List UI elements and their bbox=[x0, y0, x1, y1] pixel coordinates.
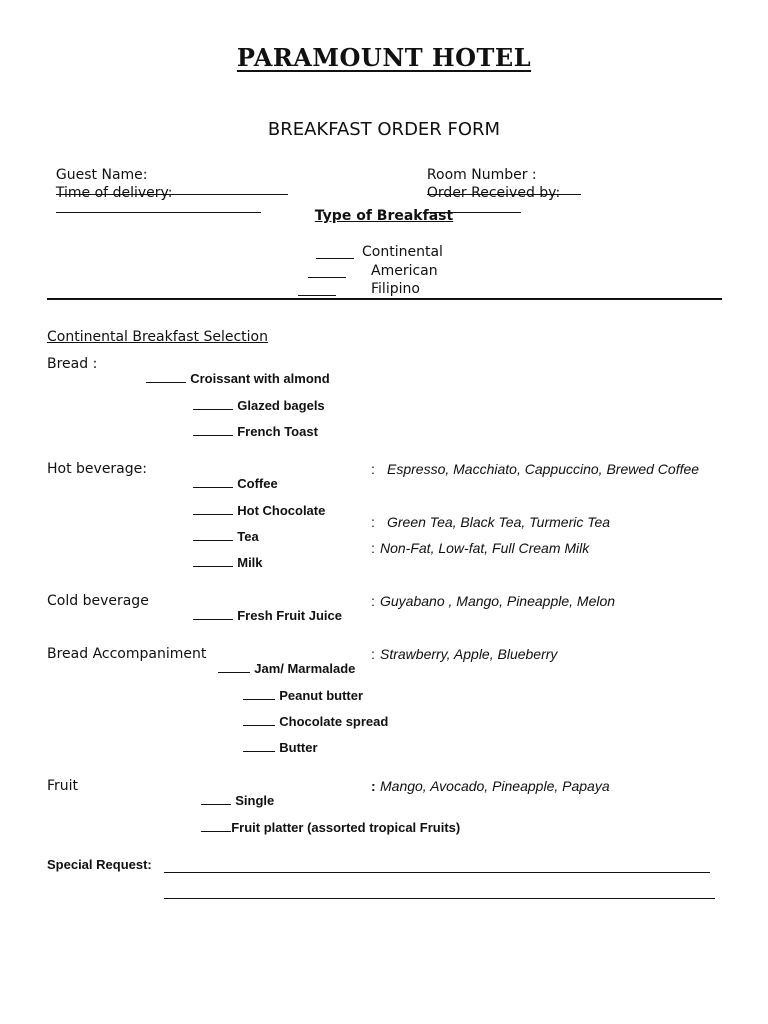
type-option-filipino: Filipino bbox=[371, 281, 420, 297]
special-request-line-2[interactable] bbox=[164, 897, 715, 899]
bread-french-toast-blank[interactable] bbox=[193, 423, 233, 436]
fruit-platter-label: Fruit platter (assorted tropical Fruits) bbox=[231, 820, 461, 835]
tea-label: Tea bbox=[237, 529, 259, 544]
fruit-item-single[interactable] bbox=[194, 779, 274, 807]
jam-options: Strawberry, Apple, Blueberry bbox=[380, 646, 558, 662]
section-divider bbox=[47, 298, 722, 300]
order-received-label: Order Received by: bbox=[426, 185, 561, 201]
peanut-butter-label: Peanut butter bbox=[279, 688, 364, 703]
bread-item-croissant[interactable] bbox=[139, 357, 330, 385]
juice-label: Fresh Fruit Juice bbox=[237, 608, 342, 623]
fruit-single-colon: : bbox=[371, 778, 376, 794]
juice-blank[interactable] bbox=[193, 607, 233, 620]
guest-name-label: Guest Name: bbox=[55, 167, 148, 183]
butter-blank[interactable] bbox=[243, 739, 275, 752]
cold-beverage-item-juice[interactable] bbox=[186, 594, 342, 622]
fruit-single-label: Single bbox=[235, 793, 275, 808]
type-option-american: American bbox=[371, 263, 438, 279]
type-option-continental: Continental bbox=[362, 244, 443, 260]
fruit-single-options: Mango, Avocado, Pineapple, Papaya bbox=[380, 778, 610, 794]
hot-chocolate-label: Hot Chocolate bbox=[237, 503, 326, 518]
accompaniment-item-butter[interactable] bbox=[236, 726, 318, 754]
continental-checkbox-blank[interactable] bbox=[316, 257, 354, 259]
hot-beverage-item-hot-chocolate[interactable] bbox=[186, 489, 325, 517]
hot-beverage-label: Hot beverage: bbox=[47, 461, 147, 477]
fruit-single-blank[interactable] bbox=[201, 792, 231, 805]
type-of-breakfast-heading: Type of Breakfast bbox=[314, 208, 454, 224]
butter-label: Butter bbox=[279, 740, 318, 755]
fruit-platter-blank[interactable] bbox=[201, 819, 231, 832]
bread-item-french-toast[interactable] bbox=[186, 410, 318, 438]
jam-colon: : bbox=[371, 646, 375, 662]
coffee-options: Espresso, Macchiato, Cappuccino, Brewed Coffee bbox=[387, 461, 700, 477]
hotel-name: PARAMOUNT HOTEL bbox=[236, 43, 532, 72]
bread-label: Bread : bbox=[47, 356, 98, 372]
jam-label: Jam/ Marmalade bbox=[254, 661, 356, 676]
hot-beverage-item-milk[interactable] bbox=[186, 541, 263, 569]
juice-colon: : bbox=[371, 593, 375, 609]
bread-bagels-label: Glazed bagels bbox=[237, 398, 325, 413]
tea-colon: : bbox=[371, 514, 375, 530]
coffee-colon: : bbox=[371, 461, 375, 477]
milk-blank[interactable] bbox=[193, 554, 233, 567]
milk-options: Non-Fat, Low-fat, Full Cream Milk bbox=[380, 540, 590, 556]
bread-croissant-label: Croissant with almond bbox=[190, 371, 330, 386]
room-number-label: Room Number : bbox=[426, 167, 537, 183]
bread-croissant-blank[interactable] bbox=[146, 370, 186, 383]
hot-chocolate-blank[interactable] bbox=[193, 502, 233, 515]
american-checkbox-blank[interactable] bbox=[308, 276, 346, 278]
peanut-butter-blank[interactable] bbox=[243, 687, 275, 700]
jam-blank[interactable] bbox=[218, 660, 250, 673]
hot-beverage-item-tea[interactable] bbox=[186, 515, 259, 543]
time-of-delivery-label: Time of delivery: bbox=[55, 185, 173, 201]
bread-bagels-blank[interactable] bbox=[193, 397, 233, 410]
hot-beverage-item-coffee[interactable] bbox=[186, 462, 278, 490]
special-request-line-1[interactable] bbox=[164, 871, 710, 873]
bread-french-toast-label: French Toast bbox=[237, 424, 318, 439]
coffee-label: Coffee bbox=[237, 476, 278, 491]
continental-selection-heading: Continental Breakfast Selection bbox=[47, 329, 268, 345]
chocolate-spread-label: Chocolate spread bbox=[279, 714, 389, 729]
juice-options: Guyabano , Mango, Pineapple, Melon bbox=[380, 593, 616, 609]
special-request-label: Special Request: bbox=[47, 857, 152, 872]
milk-label: Milk bbox=[237, 555, 263, 570]
chocolate-spread-blank[interactable] bbox=[243, 713, 275, 726]
accompaniment-label: Bread Accompaniment bbox=[47, 646, 207, 662]
cold-beverage-label: Cold beverage bbox=[47, 593, 149, 609]
fruit-label: Fruit bbox=[47, 778, 79, 794]
tea-options: Green Tea, Black Tea, Turmeric Tea bbox=[387, 514, 611, 530]
coffee-blank[interactable] bbox=[193, 475, 233, 488]
milk-colon: : bbox=[371, 540, 375, 556]
fruit-item-platter[interactable] bbox=[194, 806, 460, 834]
form-title: BREAKFAST ORDER FORM bbox=[267, 119, 501, 140]
accompaniment-item-chocolate-spread[interactable] bbox=[236, 700, 388, 728]
bread-item-bagels[interactable] bbox=[186, 384, 325, 412]
accompaniment-item-peanut-butter[interactable] bbox=[236, 674, 363, 702]
tea-blank[interactable] bbox=[193, 528, 233, 541]
accompaniment-item-jam[interactable] bbox=[211, 647, 355, 675]
filipino-checkbox-blank[interactable] bbox=[298, 294, 336, 296]
